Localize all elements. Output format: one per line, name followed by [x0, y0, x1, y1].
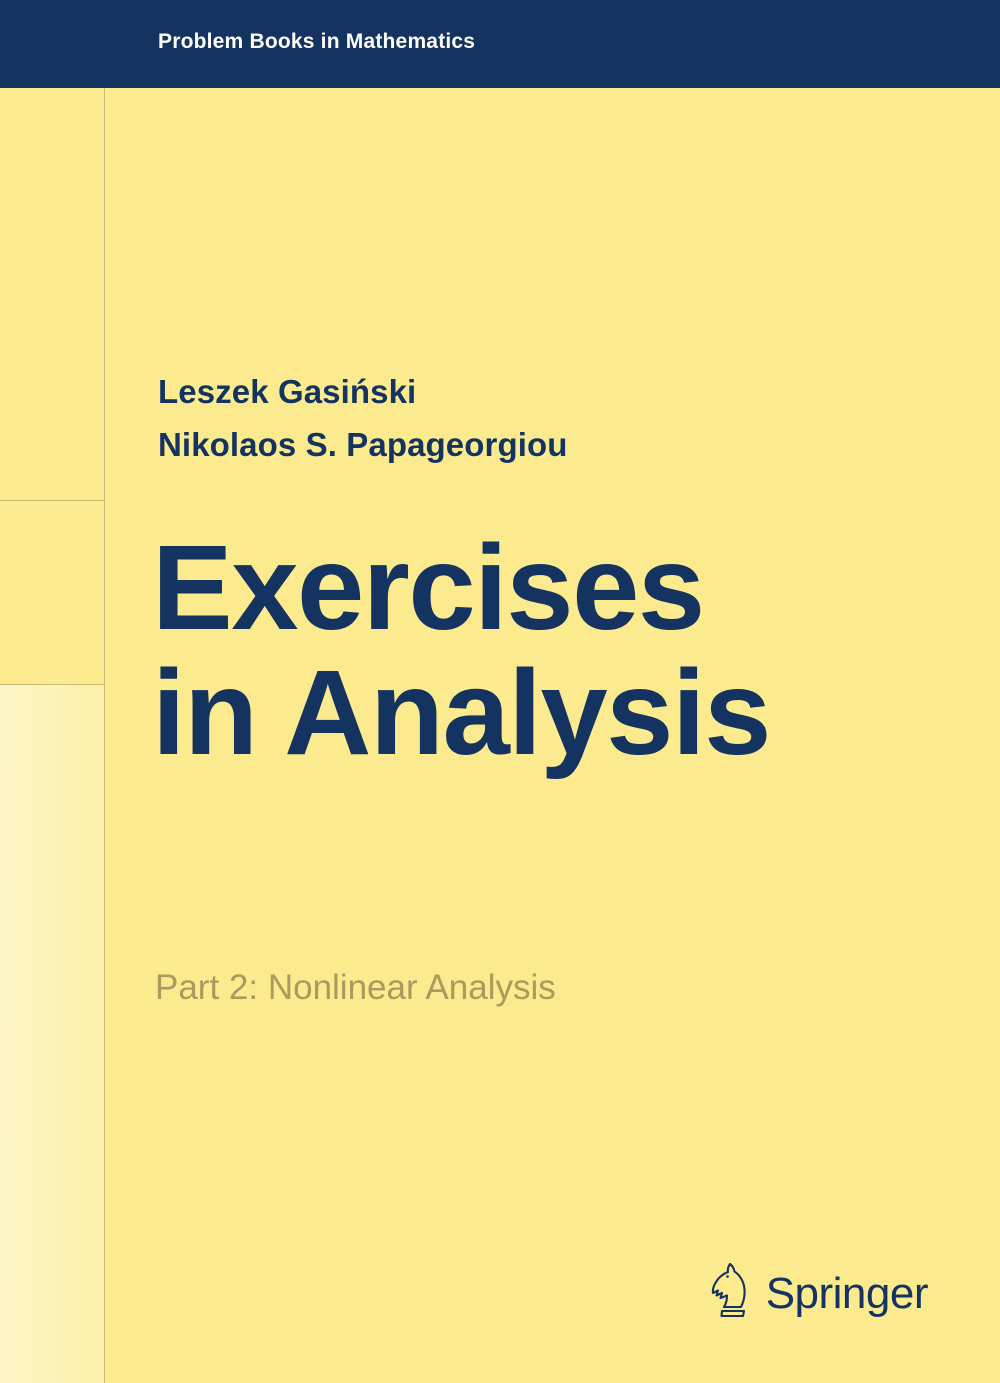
left-decorative-column-lower	[0, 684, 104, 1383]
book-title-line: Exercises	[152, 519, 704, 655]
grid-divider-lower	[0, 684, 104, 685]
author-name: Leszek Gasiński	[158, 373, 417, 410]
series-title: Problem Books in Mathematics	[158, 30, 476, 53]
grid-divider-vertical	[104, 88, 105, 1383]
grid-divider-upper	[0, 500, 104, 501]
publisher-logo	[708, 1261, 928, 1319]
author-list	[158, 365, 568, 472]
springer-knight-icon	[708, 1261, 754, 1319]
author-name: Nikolaos S. Papageorgiou	[158, 426, 568, 464]
publisher-name: Springer	[765, 1269, 928, 1318]
book-title	[152, 519, 770, 780]
book-title-line: in Analysis	[152, 643, 770, 780]
series-band	[0, 0, 1000, 88]
book-subtitle: Part 2: Nonlinear Analysis	[155, 968, 556, 1007]
